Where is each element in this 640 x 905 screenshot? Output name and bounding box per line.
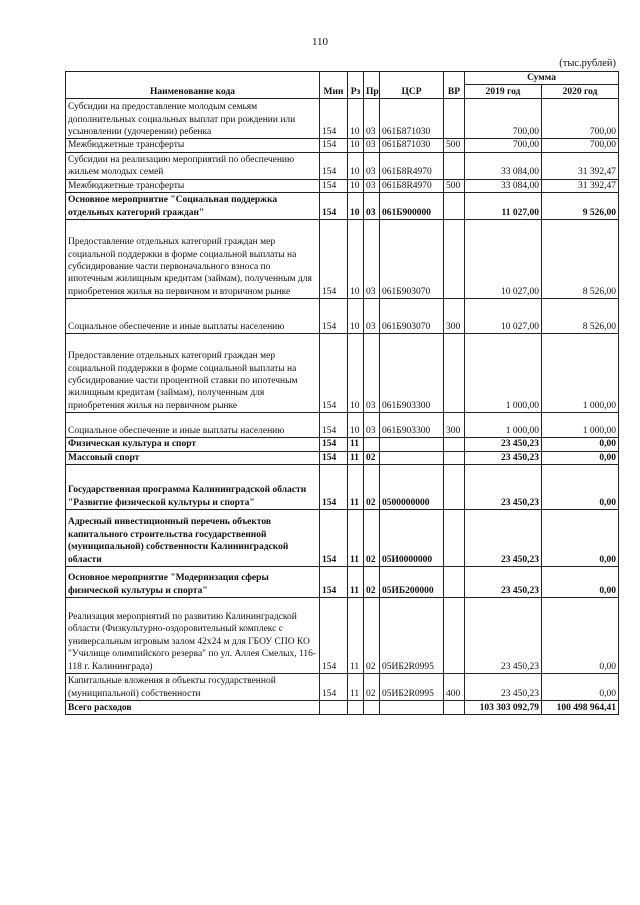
cell-min: 154 [320,99,348,139]
cell-y2020: 8 526,00 [542,220,619,299]
cell-y2019: 700,00 [465,99,542,139]
cell-y2019: 23 450,23 [465,510,542,567]
cell-rz: 10 [348,139,364,152]
table-row [66,220,619,299]
cell-vr [444,451,465,464]
cell-rz: 10 [348,152,364,179]
cell-pr: 02 [364,465,380,510]
cell-y2019: 23 450,23 [465,567,542,598]
cell-vr [444,567,465,598]
cell-csr: 061Б903300 [380,334,444,413]
cell-pr: 03 [364,220,380,299]
cell-name: Реализация мероприятий по развитию Калининградской области (Физкультурно-оздоровительный комплекс с универсальным игровым залом 42х24 м для ГБОУ СПО КО "Училище олимпийского резерва" по ул. Аллея Смелых, 116-118 г. Калининграда) [66,598,320,674]
cell-min: 154 [320,220,348,299]
cell-min: 154 [320,179,348,192]
cell-name: Субсидии на предоставление молодым семьям дополнительных социальных выплат при рождении или усыновлении (удочерении) ребенка [66,99,320,139]
cell-y2020: 1 000,00 [542,334,619,413]
cell-y2020: 0,00 [542,598,619,674]
cell-csr: 061Б8R4970 [380,152,444,179]
cell-vr [444,334,465,413]
cell-y2019: 33 084,00 [465,152,542,179]
header-min: Мин [320,72,348,99]
cell-vr [444,152,465,179]
cell-min: 154 [320,510,348,567]
cell-y2019: 1 000,00 [465,334,542,413]
units-label: (тыс.рублей) [559,58,616,69]
cell-vr [444,193,465,220]
header-csr: ЦСР [380,72,444,99]
cell-rz: 10 [348,299,364,334]
cell-rz: 10 [348,193,364,220]
cell-min: 154 [320,299,348,334]
cell-min [320,701,348,715]
cell-min: 154 [320,598,348,674]
cell-pr: 03 [364,179,380,192]
cell-rz: 10 [348,179,364,192]
table-row [66,438,619,451]
cell-vr: 300 [444,299,465,334]
header-sum: Сумма [465,72,619,85]
cell-y2019: 23 450,23 [465,438,542,451]
cell-pr: 02 [364,451,380,464]
cell-min: 154 [320,139,348,152]
cell-vr [444,99,465,139]
cell-csr: 061Б903300 [380,413,444,438]
cell-y2020: 700,00 [542,99,619,139]
cell-csr: 05ИБ2R0995 [380,674,444,701]
cell-rz: 10 [348,334,364,413]
cell-csr: 05ИБ200000 [380,567,444,598]
cell-y2020: 31 392,47 [542,179,619,192]
cell-name: Капитальные вложения в объекты государственной (муниципальной) собственности [66,674,320,701]
cell-name: Социальное обеспечение и иные выплаты населению [66,413,320,438]
cell-min: 154 [320,465,348,510]
cell-pr: 02 [364,510,380,567]
cell-pr [364,701,380,715]
cell-y2020: 31 392,47 [542,152,619,179]
cell-name: Массовый спорт [66,451,320,464]
cell-name: Основное мероприятие "Модернизация сферы физической культуры и спорта" [66,567,320,598]
cell-pr: 03 [364,193,380,220]
cell-name: Основное мероприятие "Социальная поддержка отдельных категорий граждан" [66,193,320,220]
cell-y2020: 8 526,00 [542,299,619,334]
cell-pr: 03 [364,334,380,413]
cell-rz: 11 [348,567,364,598]
cell-csr: 061Б900000 [380,193,444,220]
header-name: Наименование кода [66,72,320,99]
cell-min: 154 [320,334,348,413]
cell-rz: 11 [348,674,364,701]
cell-vr [444,220,465,299]
cell-csr: 061Б903070 [380,299,444,334]
table-row [66,139,619,152]
cell-rz: 10 [348,99,364,139]
cell-min: 154 [320,451,348,464]
cell-name: Всего расходов [66,701,320,715]
cell-min: 154 [320,674,348,701]
cell-pr: 03 [364,152,380,179]
cell-y2019: 23 450,23 [465,598,542,674]
cell-y2019: 1 000,00 [465,413,542,438]
cell-vr [444,465,465,510]
cell-vr [444,438,465,451]
cell-pr: 03 [364,139,380,152]
cell-vr: 500 [444,179,465,192]
table-row [66,451,619,464]
cell-csr: 061Б8R4970 [380,179,444,192]
cell-y2020: 0,00 [542,510,619,567]
cell-csr: 05ИБ2R0995 [380,598,444,674]
cell-csr: 061Б871030 [380,139,444,152]
cell-name: Субсидии на реализацию мероприятий по обеспечению жильем молодых семей [66,152,320,179]
cell-y2020: 0,00 [542,438,619,451]
cell-y2020: 100 498 964,41 [542,701,619,715]
cell-y2020: 0,00 [542,674,619,701]
cell-vr: 300 [444,413,465,438]
cell-y2020: 0,00 [542,567,619,598]
cell-y2020: 0,00 [542,451,619,464]
cell-min: 154 [320,567,348,598]
table-row [66,465,619,510]
cell-pr: 03 [364,99,380,139]
table-row [66,152,619,179]
cell-csr: 061Б871030 [380,99,444,139]
cell-rz: 10 [348,220,364,299]
cell-rz: 11 [348,451,364,464]
cell-rz: 11 [348,438,364,451]
cell-y2019: 23 450,23 [465,465,542,510]
cell-name: Физическая культура и спорт [66,438,320,451]
cell-name: Предоставление отдельных категорий граждан мер социальной поддержки в форме социальной выплаты на субсидирование части процентной ставки по ипотечным жилищным кредитам (займам), полученным для приобретения жилья на первичном рынке [66,334,320,413]
header-rz: Рз [348,72,364,99]
cell-name: Адресный инвестиционный перечень объектов капитального строительства государственной (муниципальной) собственности Калининградской области [66,510,320,567]
cell-pr: 03 [364,299,380,334]
cell-min: 154 [320,193,348,220]
cell-rz: 11 [348,465,364,510]
cell-csr [380,701,444,715]
cell-vr [444,598,465,674]
cell-y2019: 700,00 [465,139,542,152]
cell-rz: 11 [348,598,364,674]
cell-pr [364,438,380,451]
table-row [66,598,619,674]
cell-pr: 02 [364,674,380,701]
table-row [66,299,619,334]
cell-name: Государственная программа Калининградской области "Развитие физической культуры и спорта" [66,465,320,510]
cell-y2019: 23 450,23 [465,451,542,464]
cell-y2019: 23 450,23 [465,674,542,701]
cell-pr: 02 [364,567,380,598]
cell-csr: 061Б903070 [380,220,444,299]
cell-y2020: 1 000,00 [542,413,619,438]
cell-rz [348,701,364,715]
header-2020: 2020 год [542,85,619,99]
cell-min: 154 [320,438,348,451]
cell-y2020: 0,00 [542,465,619,510]
cell-y2019: 10 027,00 [465,220,542,299]
cell-rz: 10 [348,413,364,438]
cell-min: 154 [320,413,348,438]
cell-y2020: 700,00 [542,139,619,152]
cell-vr [444,510,465,567]
cell-name: Предоставление отдельных категорий граждан мер социальной поддержки в форме социальной выплаты на субсидирование части первоначального взноса по ипотечным жилищным кредитам (займам), полученным для приобретения жилья на первичном и вторичном рынке [66,220,320,299]
table-row [66,510,619,567]
cell-y2019: 33 084,00 [465,179,542,192]
cell-pr: 03 [364,413,380,438]
header-vr: ВР [444,72,465,99]
cell-name: Межбюджетные трансферты [66,179,320,192]
cell-rz: 11 [348,510,364,567]
cell-csr [380,438,444,451]
expenditure-table [65,71,619,715]
cell-y2020: 9 526,00 [542,193,619,220]
cell-name: Межбюджетные трансферты [66,139,320,152]
table-row [66,99,619,139]
cell-vr [444,701,465,715]
cell-pr: 02 [364,598,380,674]
table-row [66,701,619,715]
table-row [66,674,619,701]
header-pr: Пр [364,72,380,99]
header-2019: 2019 год [465,85,542,99]
cell-y2019: 11 027,00 [465,193,542,220]
page-number: 110 [311,36,329,48]
cell-vr: 400 [444,674,465,701]
table-row [66,567,619,598]
table-row [66,193,619,220]
cell-min: 154 [320,152,348,179]
cell-name: Социальное обеспечение и иные выплаты населению [66,299,320,334]
cell-csr: 0500000000 [380,465,444,510]
table-row [66,334,619,413]
cell-y2019: 103 303 092,79 [465,701,542,715]
cell-csr: 05И0000000 [380,510,444,567]
cell-vr: 500 [444,139,465,152]
cell-y2019: 10 027,00 [465,299,542,334]
table-row [66,179,619,192]
table-row [66,413,619,438]
cell-csr [380,451,444,464]
